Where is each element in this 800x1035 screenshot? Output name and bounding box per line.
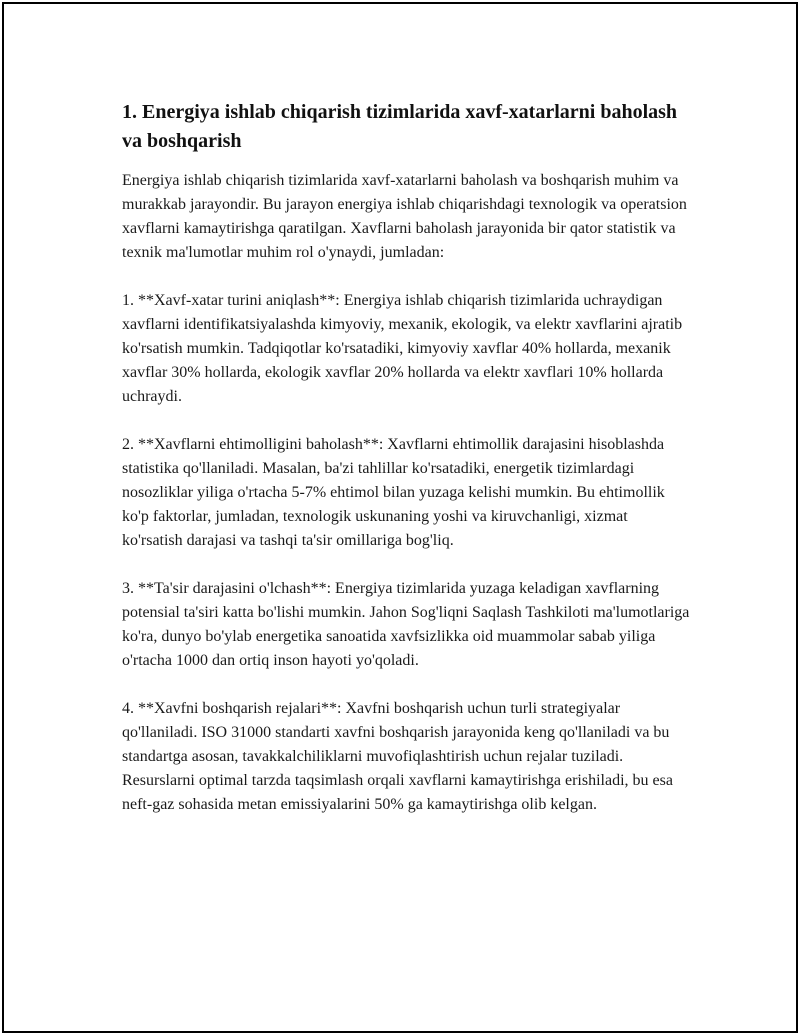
document-body <box>122 98 692 841</box>
intro-paragraph: Energiya ishlab chiqarish tizimlarida xavf-xatarlarni baholash va boshqarish muhim va murakkab jarayondir. Bu jarayon energiya ishlab chiqarishdagi texnologik va operatsion xavflarni kamaytirishga qaratilgan. Xavflarni baholash jarayonida bir qator statistik va texnik ma'lumotlar muhim rol o'ynaydi, jumladan: <box>122 172 687 261</box>
paragraph-impact-level: 3. **Ta'sir darajasini o'lchash**: Energiya tizimlarida yuzaga keladigan xavflarning potensial ta'siri katta bo'lishi mumkin. Jahon Sog'liqni Saqlash Tashkiloti ma'lumotlariga ko'ra, dunyo bo'ylab energetika sanoatida xavfsizlikka oid muammolar sabab yiliga o'rtacha 1000 dan ortiq inson hayoti yo'qoladi. <box>122 580 690 669</box>
paragraph-risk-management: 4. **Xavfni boshqarish rejalari**: Xavfni boshqarish uchun turli strategiyalar qo'llaniladi. ISO 31000 standarti xavfni boshqarish jarayonida keng qo'llaniladi va bu standartga asosan, tavakkalchiliklarni muvofiqlashtirish uchun rejalar tuziladi. Resurslarni optimal tarzda taqsimlash orqali xavflarni kamaytirishga erishiladi, bu esa neft-gaz sohasida metan emissiyalarini 50% ga kamaytirishga olib kelgan. <box>122 700 673 813</box>
page-frame <box>2 2 798 1033</box>
paragraph-risk-type: 1. **Xavf-xatar turini aniqlash**: Energiya ishlab chiqarish tizimlarida uchraydigan xavflarni identifikatsiyalashda kimyoviy, mexanik, ekologik, va elektr xavflarini ajratib ko'rsatish mumkin. Tadqiqotlar ko'rsatadiki, kimyoviy xavflar 40% hollarda, mexanik xavflar 30% hollarda, ekologik xavflar 20% hollarda va elektr xavflari 10% hollarda uchraydi. <box>122 292 683 405</box>
paragraph-risk-probability: 2. **Xavflarni ehtimolligini baholash**: Xavflarni ehtimollik darajasini hisoblashda statistika qo'llaniladi. Masalan, ba'zi tahlillar ko'rsatadiki, energetik tizimlardagi nosozliklar yiliga o'rtacha 5-7% ehtimol bilan yuzaga kelishi mumkin. Bu ehtimollik ko'p faktorlar, jumladan, texnologik uskunaning yoshi va kiruvchanligi, xizmat ko'rsatish darajasi va tashqi ta'sir omillariga bog'liq. <box>122 436 665 549</box>
document-heading: 1. Energiya ishlab chiqarish tizimlarida xavf-xatarlarni baholash va boshqarish <box>122 101 678 152</box>
